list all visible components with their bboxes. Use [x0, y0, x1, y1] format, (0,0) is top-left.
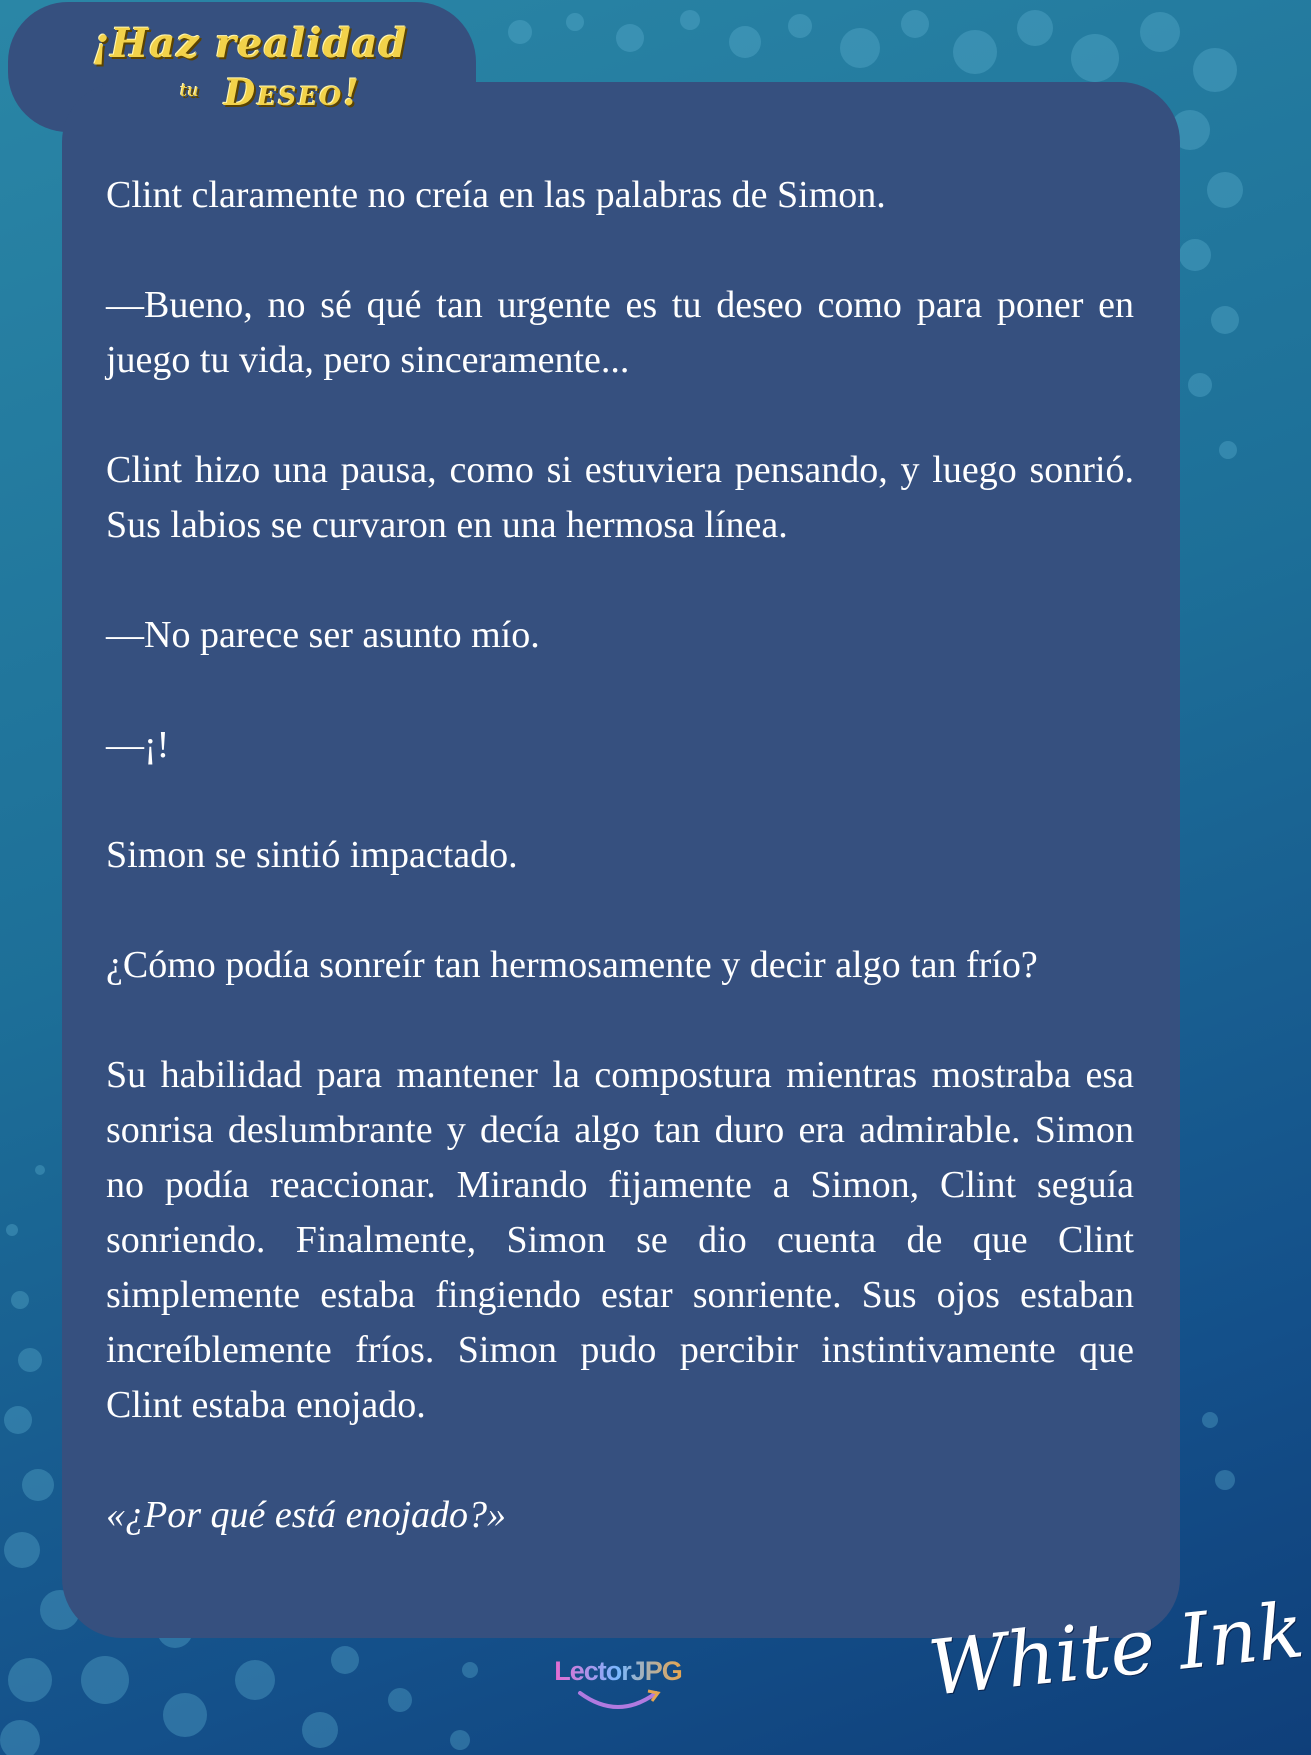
paragraph: Clint hizo una pausa, como si estuviera pensando, y luego sonrió. Sus labios se curvaron en una hermosa línea. — [106, 449, 1134, 546]
watermark-text: LectorJPG — [554, 1656, 682, 1686]
signature: White Ink — [924, 1585, 1308, 1713]
paragraph: —No parece ser asunto mío. — [106, 614, 540, 656]
logo-line-2: tu — [180, 80, 199, 101]
logo-line-1: ¡Haz realidad — [92, 20, 408, 67]
paragraph: —Bueno, no sé qué tan urgente es tu deseo como para poner en juego tu vida, pero sinceramente... — [106, 284, 1134, 381]
paragraph: Simon se sintió impactado. — [106, 834, 518, 876]
paragraph: Su habilidad para mantener la compostura mientras mostraba esa sonrisa deslumbrante y decía algo tan duro era admirable. Simon no podía reaccionar. Mirando fijamente a Simon, Clint seguía sonriendo. Finalmente, Simon se dio cuenta de que Clint simplemente estaba fingiendo estar sonriente. Sus ojos estaban increíblemente fríos. Simon pudo percibir instintivamente que Clint estaba enojado. — [106, 1054, 1134, 1426]
story-text — [106, 168, 1134, 1598]
paragraph: ¿Cómo podía sonreír tan hermosamente y decir algo tan frío? — [106, 944, 1038, 986]
logo-line-3: Deseo! — [224, 72, 361, 114]
watermark — [548, 1656, 688, 1736]
thought-paragraph: «¿Por qué está enojado?» — [106, 1494, 507, 1536]
smile-icon — [568, 1687, 668, 1717]
paragraph: —¡! — [106, 724, 170, 766]
paragraph: Clint claramente no creía en las palabras de Simon. — [106, 174, 886, 216]
logo — [92, 14, 408, 124]
